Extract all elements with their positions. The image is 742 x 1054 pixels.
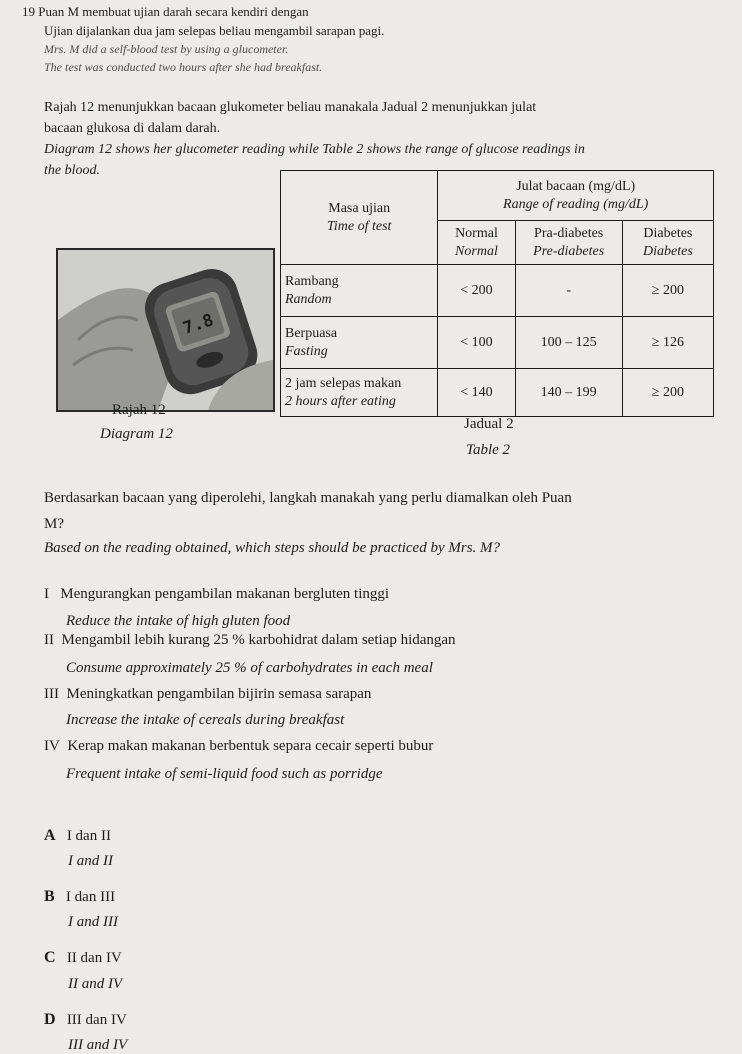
table-label-en: Table 2: [466, 442, 511, 458]
option-letter: C: [44, 949, 56, 966]
option-text-ms: I dan III: [65, 889, 116, 905]
option-A-en: I and II: [68, 853, 113, 869]
question-intro-ms-1: 19 Puan M membuat ujian darah secara kendiri dengan: [22, 4, 309, 19]
question-number: 19: [22, 4, 35, 19]
glucometer-illustration: [58, 250, 273, 410]
row-normal: < 140: [438, 369, 515, 417]
row-time-en: Fasting: [285, 343, 328, 359]
option-A[interactable]: [44, 827, 111, 845]
question-intro-en-1: Mrs. M did a self-blood test by using a glucometer.: [44, 42, 289, 56]
row-prediabetes: 140 – 199: [515, 369, 622, 417]
header-normal-en: Normal: [455, 243, 498, 259]
row-prediabetes: -: [515, 265, 622, 317]
row-time-cell: [281, 317, 438, 369]
statement-number: II: [44, 632, 54, 648]
statement-number: I: [44, 586, 49, 602]
option-C[interactable]: [44, 949, 122, 967]
table-label-ms: Jadual 2: [464, 416, 514, 432]
row-diabetes: ≥ 200: [622, 265, 713, 317]
statement-II-en: Consume approximately 25 % of carbohydrates in each meal: [66, 660, 433, 676]
glucometer-reading: 7.8: [180, 310, 217, 339]
question-desc-en-2: the blood.: [44, 163, 100, 178]
row-time-en: 2 hours after eating: [285, 393, 396, 409]
header-prediabetes-cell: [515, 221, 622, 265]
diagram-label-ms: Rajah 12: [112, 402, 166, 418]
statement-II-ms: II Mengambil lebih kurang 25 % karbohidrat dalam setiap hidangan: [44, 632, 456, 648]
row-time-ms: Berpuasa: [285, 325, 338, 341]
option-B[interactable]: [44, 888, 115, 906]
header-normal-cell: [438, 221, 515, 265]
header-range-cell: [438, 171, 714, 221]
header-diabetes-en: Diabetes: [643, 243, 693, 259]
row-time-ms: Rambang: [285, 273, 339, 289]
question-desc-ms-2: bacaan glukosa di dalam darah.: [44, 121, 221, 136]
option-letter: B: [44, 888, 55, 905]
statement-IV-ms: IV Kerap makan makanan berbentuk separa cecair seperti bubur: [44, 738, 434, 754]
statement-I-en: Reduce the intake of high gluten food: [66, 613, 291, 629]
header-normal-ms: Normal: [455, 225, 498, 241]
header-range-en: Range of reading (mg/dL): [503, 196, 649, 212]
header-diabetes-ms: Diabetes: [643, 225, 693, 241]
prompt-ms-2: M?: [44, 516, 64, 532]
option-C-en: II and IV: [68, 976, 123, 992]
table-row: [281, 265, 714, 317]
question-intro-ms-2: Ujian dijalankan dua jam selepas beliau mengambil sarapan pagi.: [44, 23, 385, 38]
statement-IV-en: Frequent intake of semi-liquid food such as porridge: [66, 766, 383, 782]
row-time-cell: [281, 369, 438, 417]
statement-III-ms: III Meningkatkan pengambilan bijirin semasa sarapan: [44, 686, 372, 702]
question-intro-en-2: The test was conducted two hours after she had breakfast.: [44, 60, 323, 74]
question-desc-ms-1: Rajah 12 menunjukkan bacaan glukometer beliau manakala Jadual 2 menunjukkan julat: [44, 100, 537, 115]
header-prediabetes-ms: Pra-diabetes: [534, 225, 604, 241]
prompt-en: Based on the reading obtained, which steps should be practiced by Mrs. M?: [44, 540, 501, 556]
diagram-label-en: Diagram 12: [100, 426, 173, 442]
question-desc-en-1: Diagram 12 shows her glucometer reading while Table 2 shows the range of glucose readings in: [44, 142, 585, 157]
row-diabetes: ≥ 200: [622, 369, 713, 417]
option-D-en: III and IV: [68, 1037, 128, 1053]
header-range-ms: Julat bacaan (mg/dL): [516, 178, 636, 194]
option-text-ms: III dan IV: [66, 1012, 127, 1028]
prompt-ms-1: Berdasarkan bacaan yang diperolehi, langkah manakah yang perlu diamalkan oleh Puan: [44, 490, 572, 506]
statement-number: III: [44, 686, 59, 702]
row-time-en: Random: [285, 291, 332, 307]
row-time-ms: 2 jam selepas makan: [285, 375, 402, 391]
option-letter: A: [44, 827, 56, 844]
header-prediabetes-en: Pre-diabetes: [533, 243, 605, 259]
row-diabetes: ≥ 126: [622, 317, 713, 369]
statement-III-en: Increase the intake of cereals during breakfast: [66, 712, 345, 728]
row-normal: < 100: [438, 317, 515, 369]
statement-I-ms: I Mengurangkan pengambilan makanan bergluten tinggi: [44, 586, 390, 602]
option-text-ms: II dan IV: [66, 950, 122, 966]
option-text-ms: I dan II: [66, 828, 111, 844]
glucose-range-table: [280, 170, 714, 417]
option-letter: D: [44, 1011, 56, 1028]
header-time-en: Time of test: [326, 218, 392, 234]
table-row: [281, 317, 714, 369]
table-row: [281, 369, 714, 417]
header-diabetes-cell: [622, 221, 713, 265]
row-time-cell: [281, 265, 438, 317]
header-time-ms: Masa ujian: [328, 200, 391, 216]
option-B-en: I and III: [68, 914, 118, 930]
glucometer-photo: [56, 248, 275, 412]
statement-number: IV: [44, 738, 60, 754]
row-normal: < 200: [438, 265, 515, 317]
row-prediabetes: 100 – 125: [515, 317, 622, 369]
option-D[interactable]: [44, 1011, 127, 1029]
header-time-cell: [281, 171, 438, 265]
